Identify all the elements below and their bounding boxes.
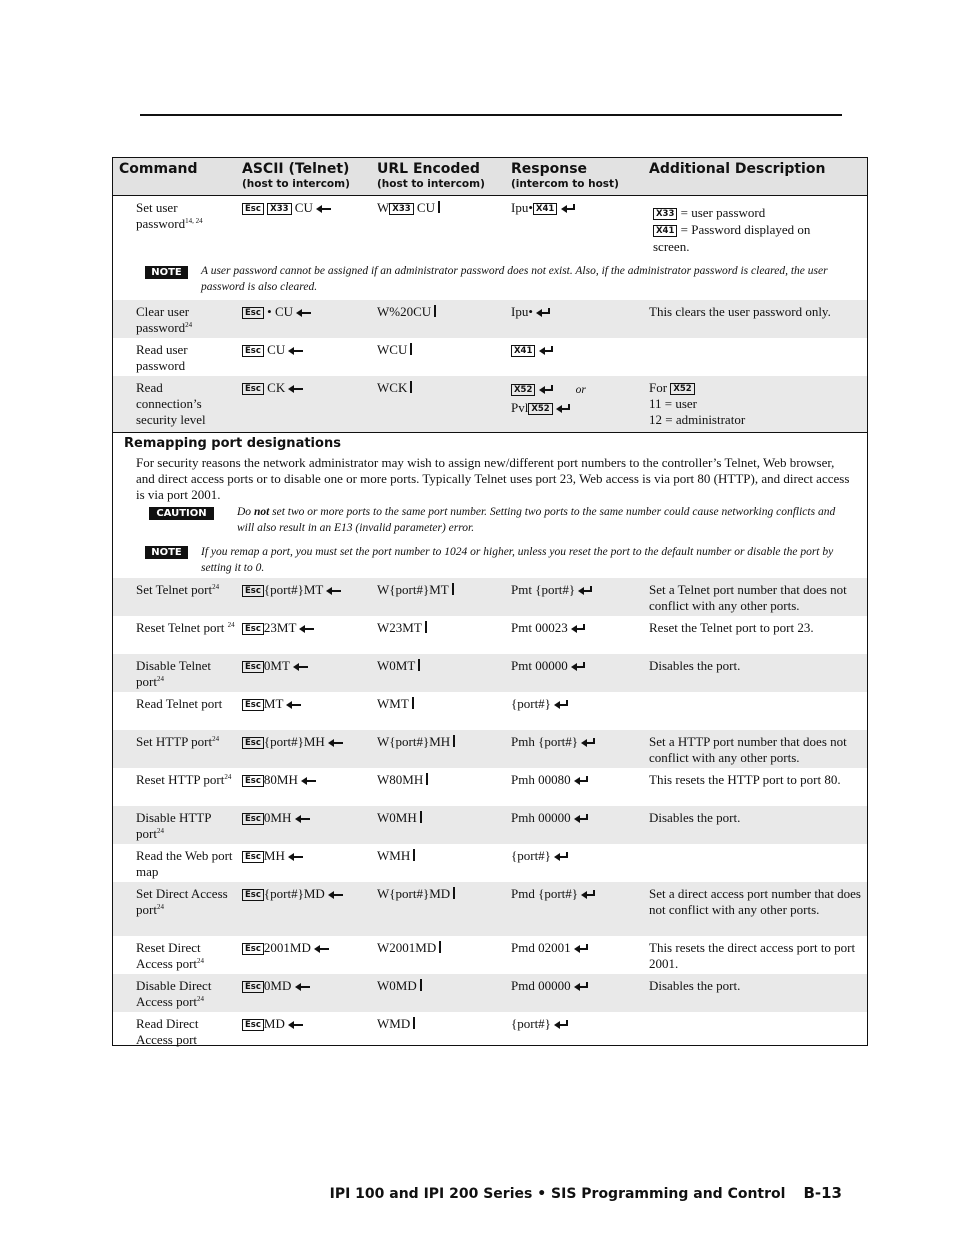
response-cell: {port#} <box>511 1016 646 1032</box>
pipe-icon <box>412 697 414 709</box>
note-badge: NOTE <box>145 266 188 279</box>
section-divider <box>113 432 867 433</box>
response-cell <box>511 342 646 358</box>
url-cell: WMH <box>377 848 507 864</box>
esc-key-icon: Esc <box>242 1019 264 1031</box>
table-row <box>113 692 867 730</box>
return-icon <box>581 890 596 900</box>
return-icon <box>556 404 571 414</box>
col-ascii: ASCII (Telnet) (host to intercom) <box>242 161 350 190</box>
return-icon <box>578 586 593 596</box>
response-cell: Pmh {port#} <box>511 734 646 750</box>
pipe-icon <box>434 305 436 317</box>
response-cell: Pmh 00080 <box>511 772 646 788</box>
esc-key-icon: Esc <box>242 383 264 395</box>
header-rule <box>140 114 842 116</box>
col-response: Response (intercom to host) <box>511 161 619 190</box>
table-row <box>113 768 867 806</box>
ascii-cell: Esc 0MH <box>242 810 372 826</box>
x52-key-icon: X52 <box>528 403 552 415</box>
table-row <box>113 300 867 338</box>
return-icon <box>574 944 589 954</box>
description-cell: For X52 11 = user 12 = administrator <box>649 380 746 427</box>
section-paragraph: For security reasons the network administrator may wish to assign new/different port numbers to the controller’s Telnet, Web browser, and direct access ports or to disable one or more ports. Typically Telnet uses port 23, Web access is via port 80 (HTTP), and direct access is via port 2001. <box>136 455 850 502</box>
command-cell: Reset Telnet port $^{24}$ <box>136 620 235 635</box>
pipe-icon <box>452 583 454 595</box>
ascii-cell: Esc 80MH <box>242 772 372 788</box>
command-cell: Read connection’s security level <box>136 380 206 427</box>
pipe-icon <box>439 941 441 953</box>
table-header <box>113 158 867 196</box>
return-icon <box>571 662 586 672</box>
description-cell: This resets the direct access port to port 2001. <box>649 940 856 971</box>
command-cell: Set Direct Access port$^{24}$ <box>136 886 228 917</box>
command-cell: Reset HTTP port$^{24}$ <box>136 772 232 787</box>
response-cell: X52 or Pvl X52 <box>511 384 586 415</box>
table-row <box>113 338 867 376</box>
pipe-icon <box>418 659 420 671</box>
left-arrow-icon <box>328 738 343 748</box>
url-cell: W80MH <box>377 772 507 788</box>
description-cell: Reset the Telnet port to port 23. <box>649 620 814 635</box>
note-text: If you remap a port, you must set the port number to 1024 or higher, unless you reset the port to the default number or disable the port by setting it to 0. <box>201 546 834 574</box>
table-row <box>113 654 867 692</box>
response-cell: Pmd 00000 <box>511 978 646 994</box>
left-arrow-icon <box>316 204 331 214</box>
x33-key-icon: X33 <box>653 208 677 220</box>
x41-key-icon: X41 <box>653 225 677 237</box>
command-table <box>112 157 868 1046</box>
pipe-icon <box>453 735 455 747</box>
ascii-cell: Esc {port#}MH <box>242 734 372 750</box>
left-arrow-icon <box>288 1020 303 1030</box>
url-cell: WMD <box>377 1016 507 1032</box>
command-cell: Read Direct Access port <box>136 1016 199 1047</box>
description-cell: Disables the port. <box>649 810 741 825</box>
table-row <box>113 1012 867 1049</box>
response-cell: Pmt {port#} <box>511 582 646 598</box>
x52-key-icon: X52 <box>670 383 694 395</box>
esc-key-icon: Esc <box>242 699 264 711</box>
table-row <box>113 376 867 432</box>
pipe-icon <box>425 621 427 633</box>
ascii-cell: Esc • CU <box>242 304 372 320</box>
description-cell: Set a HTTP port number that does not conflict with any other ports. <box>649 734 847 765</box>
pipe-icon <box>453 887 455 899</box>
response-cell: Pmt 00000 <box>511 658 646 674</box>
command-cell: Disable HTTP port$^{24}$ <box>136 810 211 841</box>
response-cell: Pmd {port#} <box>511 886 646 902</box>
url-cell: WCU <box>377 342 507 358</box>
left-arrow-icon <box>301 776 316 786</box>
pipe-icon <box>410 381 412 393</box>
return-icon <box>581 738 596 748</box>
esc-key-icon: Esc <box>242 775 264 787</box>
left-arrow-icon <box>299 624 314 634</box>
command-cell: Disable Telnet port$^{24}$ <box>136 658 212 689</box>
response-cell: {port#} <box>511 848 646 864</box>
ascii-cell: Esc 0MD <box>242 978 372 994</box>
col-command: Command <box>119 161 198 177</box>
response-cell: {port#} <box>511 696 646 712</box>
col-url: URL Encoded (host to intercom) <box>377 161 485 190</box>
x52-key-icon: X52 <box>511 384 535 396</box>
return-icon <box>554 700 569 710</box>
x41-key-icon: X41 <box>511 345 535 357</box>
command-cell: Read the Web port map <box>136 848 233 879</box>
command-cell: Set user password$^{14, 24}$ <box>136 200 203 231</box>
note-badge: NOTE <box>145 546 188 559</box>
esc-key-icon: Esc <box>242 851 264 863</box>
url-cell: W2001MD <box>377 940 507 956</box>
x33-key-icon: X33 <box>267 203 291 215</box>
esc-key-icon: Esc <box>242 585 264 597</box>
command-cell: Clear user password$^{24}$ <box>136 304 193 335</box>
note-text: A user password cannot be assigned if an administrator password does not exist. Also, if the administrator password is cleared, the user password is also cleared. <box>201 265 828 293</box>
url-cell: W23MT <box>377 620 507 636</box>
pipe-icon <box>420 979 422 991</box>
left-arrow-icon <box>328 890 343 900</box>
ascii-cell: Esc 0MT <box>242 658 372 674</box>
url-cell: W{port#}MH <box>377 734 507 750</box>
esc-key-icon: Esc <box>242 889 264 901</box>
command-cell: Read Telnet port <box>136 696 223 711</box>
left-arrow-icon <box>295 982 310 992</box>
url-cell: W0MT <box>377 658 507 674</box>
response-cell: Ipu• X41 <box>511 200 646 216</box>
table-row <box>113 974 867 1012</box>
table-row <box>113 616 867 654</box>
esc-key-icon: Esc <box>242 623 264 635</box>
left-arrow-icon <box>288 852 303 862</box>
esc-key-icon: Esc <box>242 981 264 993</box>
table-row <box>113 730 867 768</box>
ascii-cell: Esc 2001MD <box>242 940 372 956</box>
description-cell: Disables the port. <box>649 658 741 673</box>
return-icon <box>554 852 569 862</box>
ascii-cell: Esc CK <box>242 380 372 396</box>
url-cell: WCK <box>377 380 507 396</box>
url-cell: WMT <box>377 696 507 712</box>
description-cell: X33 = user password X41 = Password displayed on screen. <box>653 205 811 254</box>
esc-key-icon: Esc <box>242 345 264 357</box>
table-row <box>113 936 867 974</box>
command-cell: Reset Direct Access port$^{24}$ <box>136 940 205 971</box>
left-arrow-icon <box>293 662 308 672</box>
description-cell: This resets the HTTP port to port 80. <box>649 772 841 787</box>
esc-key-icon: Esc <box>242 203 264 215</box>
response-cell: Pmh 00000 <box>511 810 646 826</box>
return-icon <box>554 1020 569 1030</box>
command-cell: Disable Direct Access port$^{24}$ <box>136 978 212 1009</box>
ascii-cell: Esc MH <box>242 848 372 864</box>
left-arrow-icon <box>288 346 303 356</box>
response-cell: Pmt 00023 <box>511 620 646 636</box>
return-icon <box>539 385 554 395</box>
left-arrow-icon <box>314 944 329 954</box>
return-icon <box>571 624 586 634</box>
command-cell: Set Telnet port$^{24}$ <box>136 582 220 597</box>
command-cell: Read user password <box>136 342 188 373</box>
return-icon <box>574 982 589 992</box>
caution-text: Do not set two or more ports to the same port number. Setting two ports to the same number could cause networking conflicts and will also result in an E13 (invalid parameter) error. <box>237 506 836 534</box>
description-cell: Set a direct access port number that does not conflict with any other ports. <box>649 886 861 917</box>
description-cell: Set a Telnet port number that does not conflict with any other ports. <box>649 582 847 613</box>
esc-key-icon: Esc <box>242 307 264 319</box>
page-number: B-13 <box>803 1184 842 1202</box>
left-arrow-icon <box>295 814 310 824</box>
url-cell: W0MD <box>377 978 507 994</box>
url-cell: W0MH <box>377 810 507 826</box>
pipe-icon <box>420 811 422 823</box>
table-row <box>113 844 867 882</box>
left-arrow-icon <box>296 308 311 318</box>
ascii-cell: Esc {port#}MT <box>242 582 372 598</box>
pipe-icon <box>426 773 428 785</box>
table-row <box>113 882 867 936</box>
url-cell: W{port#}MT <box>377 582 507 598</box>
description-cell: Disables the port. <box>649 978 741 993</box>
x33-key-icon: X33 <box>389 203 413 215</box>
url-cell: W%20CU <box>377 304 507 320</box>
return-icon <box>536 308 551 318</box>
url-cell: W X33 CU <box>377 200 507 216</box>
table-row <box>113 806 867 844</box>
col-description: Additional Description <box>649 161 826 177</box>
ascii-cell: Esc X33 CU <box>242 200 372 216</box>
ascii-cell: Esc CU <box>242 342 372 358</box>
esc-key-icon: Esc <box>242 943 264 955</box>
ascii-cell: Esc MT <box>242 696 372 712</box>
x41-key-icon: X41 <box>533 203 557 215</box>
pipe-icon <box>410 343 412 355</box>
caution-badge: CAUTION <box>149 507 214 520</box>
ascii-cell: Esc {port#}MD <box>242 886 372 902</box>
left-arrow-icon <box>286 700 301 710</box>
pipe-icon <box>413 1017 415 1029</box>
left-arrow-icon <box>288 384 303 394</box>
command-cell: Set HTTP port$^{24}$ <box>136 734 220 749</box>
esc-key-icon: Esc <box>242 737 264 749</box>
response-cell: Ipu• <box>511 304 646 320</box>
return-icon <box>574 814 589 824</box>
table-row <box>113 196 867 300</box>
return-icon <box>561 204 576 214</box>
description-cell: This clears the user password only. <box>649 304 831 319</box>
esc-key-icon: Esc <box>242 813 264 825</box>
pipe-icon <box>438 201 440 213</box>
page-footer <box>330 1184 842 1202</box>
left-arrow-icon <box>326 586 341 596</box>
section-title: Remapping port designations <box>124 436 341 451</box>
footer-title: IPI 100 and IPI 200 Series • SIS Programming and Control <box>329 1186 786 1202</box>
response-cell: Pmd 02001 <box>511 940 646 956</box>
url-cell: W{port#}MD <box>377 886 507 902</box>
ascii-cell: Esc 23MT <box>242 620 372 636</box>
ascii-cell: Esc MD <box>242 1016 372 1032</box>
pipe-icon <box>413 849 415 861</box>
table-row <box>113 578 867 616</box>
esc-key-icon: Esc <box>242 661 264 673</box>
return-icon <box>539 346 554 356</box>
return-icon <box>574 776 589 786</box>
